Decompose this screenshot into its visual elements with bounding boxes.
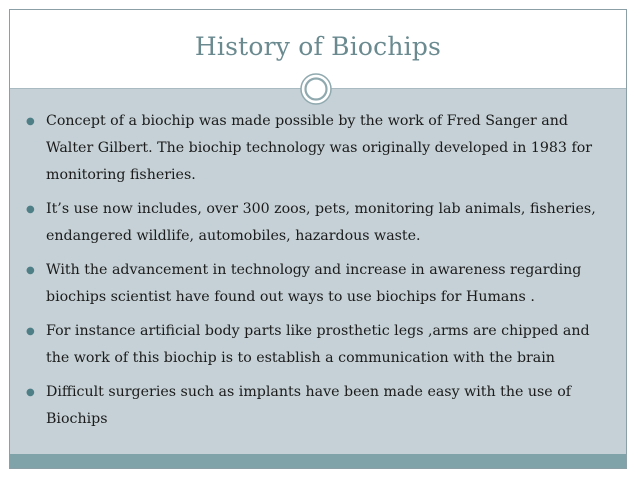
bullet-icon: ●	[26, 204, 35, 215]
slide-title: History of Biochips	[194, 32, 442, 61]
bullet-item	[20, 257, 610, 311]
footer-band	[10, 454, 626, 468]
bullet-item	[20, 318, 610, 372]
bullet-icon: ●	[26, 326, 35, 337]
slide-frame	[9, 9, 627, 469]
circle-ornament-icon	[300, 73, 332, 105]
bullet-list	[20, 108, 610, 440]
bullet-icon: ●	[26, 387, 35, 398]
bullet-text: It’s use now includes, over 300 zoos, pets, monitoring lab animals, fisheries, endangered wildlife, automobiles, hazardous waste.	[46, 201, 596, 244]
bullet-icon: ●	[26, 116, 35, 127]
bullet-text: Difficult surgeries such as implants have been made easy with the use of Biochips	[46, 384, 571, 427]
bullet-text: With the advancement in technology and increase in awareness regarding biochips scientist have found out ways to use biochips for Humans .	[46, 262, 582, 305]
bullet-text: Concept of a biochip was made possible by the work of Fred Sanger and Walter Gilbert. The biochip technology was originally developed in 1983 for monitoring fisheries.	[46, 113, 593, 183]
bullet-item	[20, 108, 610, 189]
bullet-icon: ●	[26, 265, 35, 276]
bullet-item	[20, 379, 610, 433]
bullet-item	[20, 196, 610, 250]
bullet-text: For instance artificial body parts like prosthetic legs ,arms are chipped and the work of this biochip is to establish a communication with the brain	[46, 323, 590, 366]
